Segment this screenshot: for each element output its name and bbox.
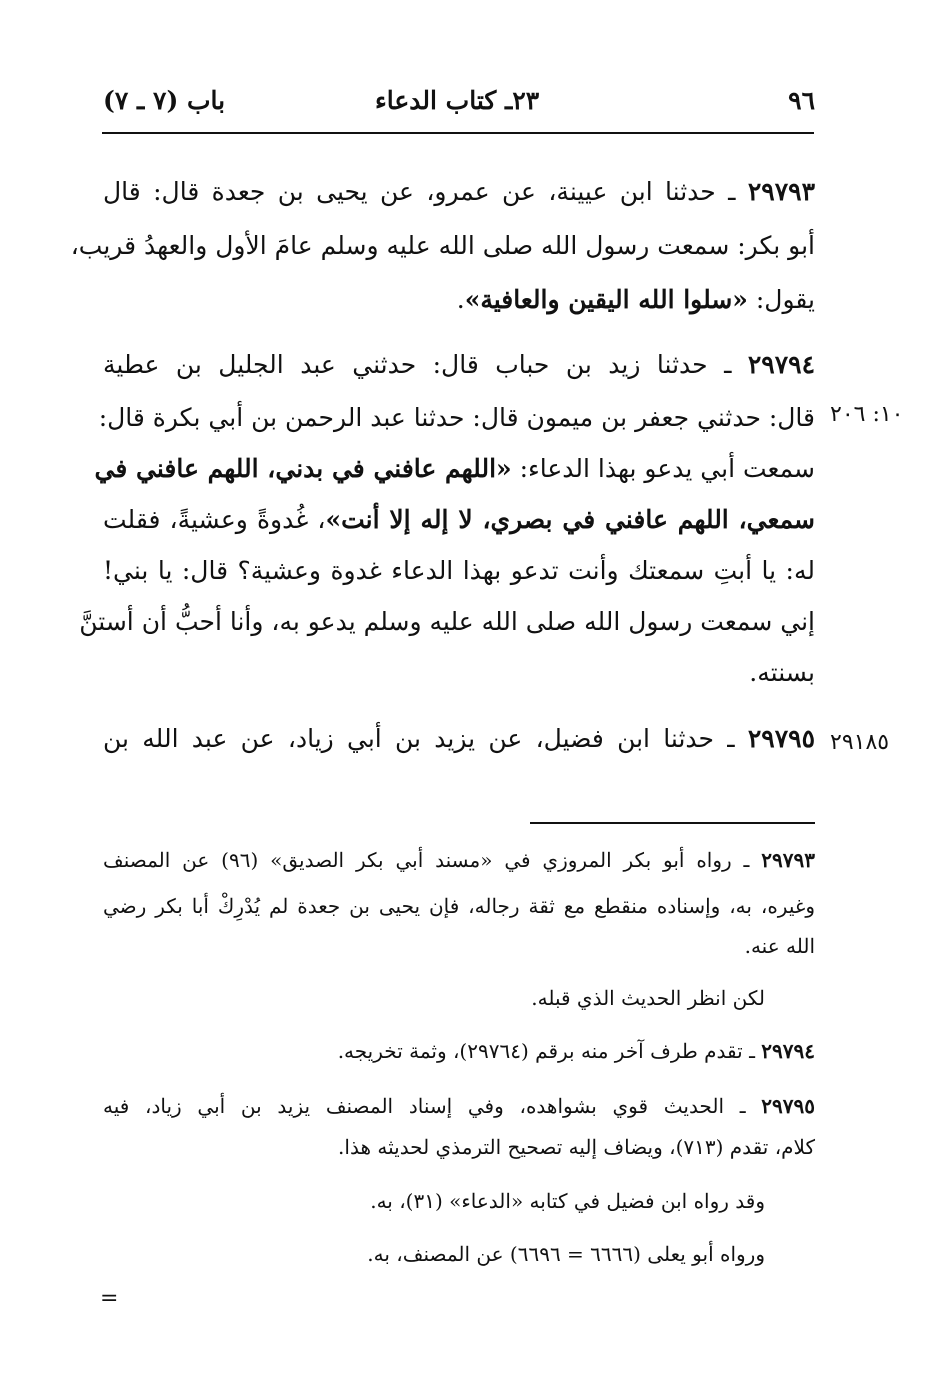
hadith-text: ـ حدثنا ابن فضيل، عن يزيد بن أبي زياد، عن عبد الله بن	[103, 724, 748, 753]
continuation-mark: =	[100, 1286, 119, 1311]
hadith-29793-line-3	[103, 278, 815, 322]
prophetic-quote: سمعي، اللهم عافني في بصري، لا إله إلا أنت»	[325, 505, 815, 534]
header-rule	[102, 132, 814, 134]
hadith-text: يقول:	[747, 285, 815, 314]
hadith-29794-line-2: قال: حدثني جعفر بن ميمون قال: حدثنا عبد الرحمن بن أبي بكرة قال:	[98, 403, 815, 432]
hadith-number: ٢٩٧٩٤	[747, 350, 815, 379]
margin-reference: ١٠: ٢٠٦	[830, 402, 904, 427]
page-number: ٩٦	[788, 86, 815, 115]
footnote-number: ٢٩٧٩٤	[761, 1039, 815, 1063]
prophetic-quote: «سلوا الله اليقين والعافية»	[464, 285, 748, 314]
margin-reference: ٢٩١٨٥	[830, 730, 890, 755]
hadith-29795-line-1	[103, 717, 815, 761]
footnote-29793-line-4: لكن انظر الحديث الذي قبله.	[531, 986, 765, 1010]
footnote-rule	[530, 822, 815, 824]
hadith-text: ـ حدثنا زيد بن حباب قال: حدثني عبد الجليل بن عطية	[103, 350, 748, 379]
hadith-29794-line-5: له: يا أبتِ سمعتك وأنت تدعو بهذا الدعاء غدوة وعشية؟ قال: يا بني!	[103, 556, 815, 585]
footnote-29795-line-3: وقد رواه ابن فضيل في كتابه «الدعاء» (٣١)، به.	[370, 1189, 765, 1213]
footnote-text: ـ تقدم طرف آخر منه برقم (٢٩٧٦٤)، وثمة تخريجه.	[337, 1039, 762, 1063]
prophetic-quote: «اللهم عافني في بدني، اللهم عافني في	[94, 454, 512, 483]
hadith-29793-line-2: أبو بكر: سمعت رسول الله صلى الله عليه وسلم عامَ الأول والعهدُ قريب،	[70, 231, 815, 260]
footnote-29793-line-2: وغيره، به، وإسناده منقطع مع ثقة رجاله، فإن يحيى بن جعدة لم يُدْرِكْ أبا بكر رضي	[103, 894, 815, 918]
hadith-29794-line-6: إني سمعت رسول الله صلى الله عليه وسلم يدعو به، وأنا أحبُّ أن أستنَّ	[79, 607, 815, 636]
footnote-29794-line-1	[103, 1031, 815, 1071]
footnote-text: ـ رواه أبو بكر المروزي في «مسند أبي بكر الصديق» (٩٦) عن المصنف	[103, 848, 762, 872]
footnote-29793-line-3: الله عنه.	[744, 934, 815, 958]
footnote-number: ٢٩٧٩٥	[761, 1094, 815, 1118]
footnote-29795-line-1	[103, 1086, 815, 1126]
hadith-text: ، غُدوةً وعشيةً، فقلت	[103, 505, 326, 534]
hadith-number: ٢٩٧٩٥	[747, 724, 815, 753]
hadith-29794-line-1	[103, 343, 815, 387]
hadith-29794-line-3	[94, 447, 815, 491]
footnote-text: ـ الحديث قوي بشواهده، وفي إسناد المصنف يزيد بن أبي زياد، فيه	[103, 1094, 762, 1118]
book-title: ٢٣ـ كتاب الدعاء	[375, 86, 540, 115]
footnote-number: ٢٩٧٩٣	[761, 848, 815, 872]
hadith-29793-line-1	[103, 170, 815, 214]
hadith-text: سمعت أبي يدعو بهذا الدعاء:	[511, 454, 815, 483]
footnote-29795-line-4: ورواه أبو يعلى (٦٦٦٦ = ٦٦٩٦) عن المصنف، به.	[367, 1242, 765, 1266]
hadith-number: ٢٩٧٩٣	[747, 177, 815, 206]
hadith-text: .	[456, 285, 465, 314]
hadith-29794-line-7: بسنته.	[749, 658, 815, 687]
footnote-29795-line-2: كلام، تقدم (٧١٣)، ويضاف إليه تصحيح الترمذي لحديثه هذا.	[338, 1135, 815, 1159]
hadith-29794-line-4	[103, 498, 815, 542]
footnote-29793-line-1	[103, 840, 815, 880]
chapter-label: باب (٧ ـ ٧)	[103, 86, 226, 115]
hadith-text: ـ حدثنا ابن عيينة، عن عمرو، عن يحيى بن جعدة قال: قال	[103, 177, 748, 206]
